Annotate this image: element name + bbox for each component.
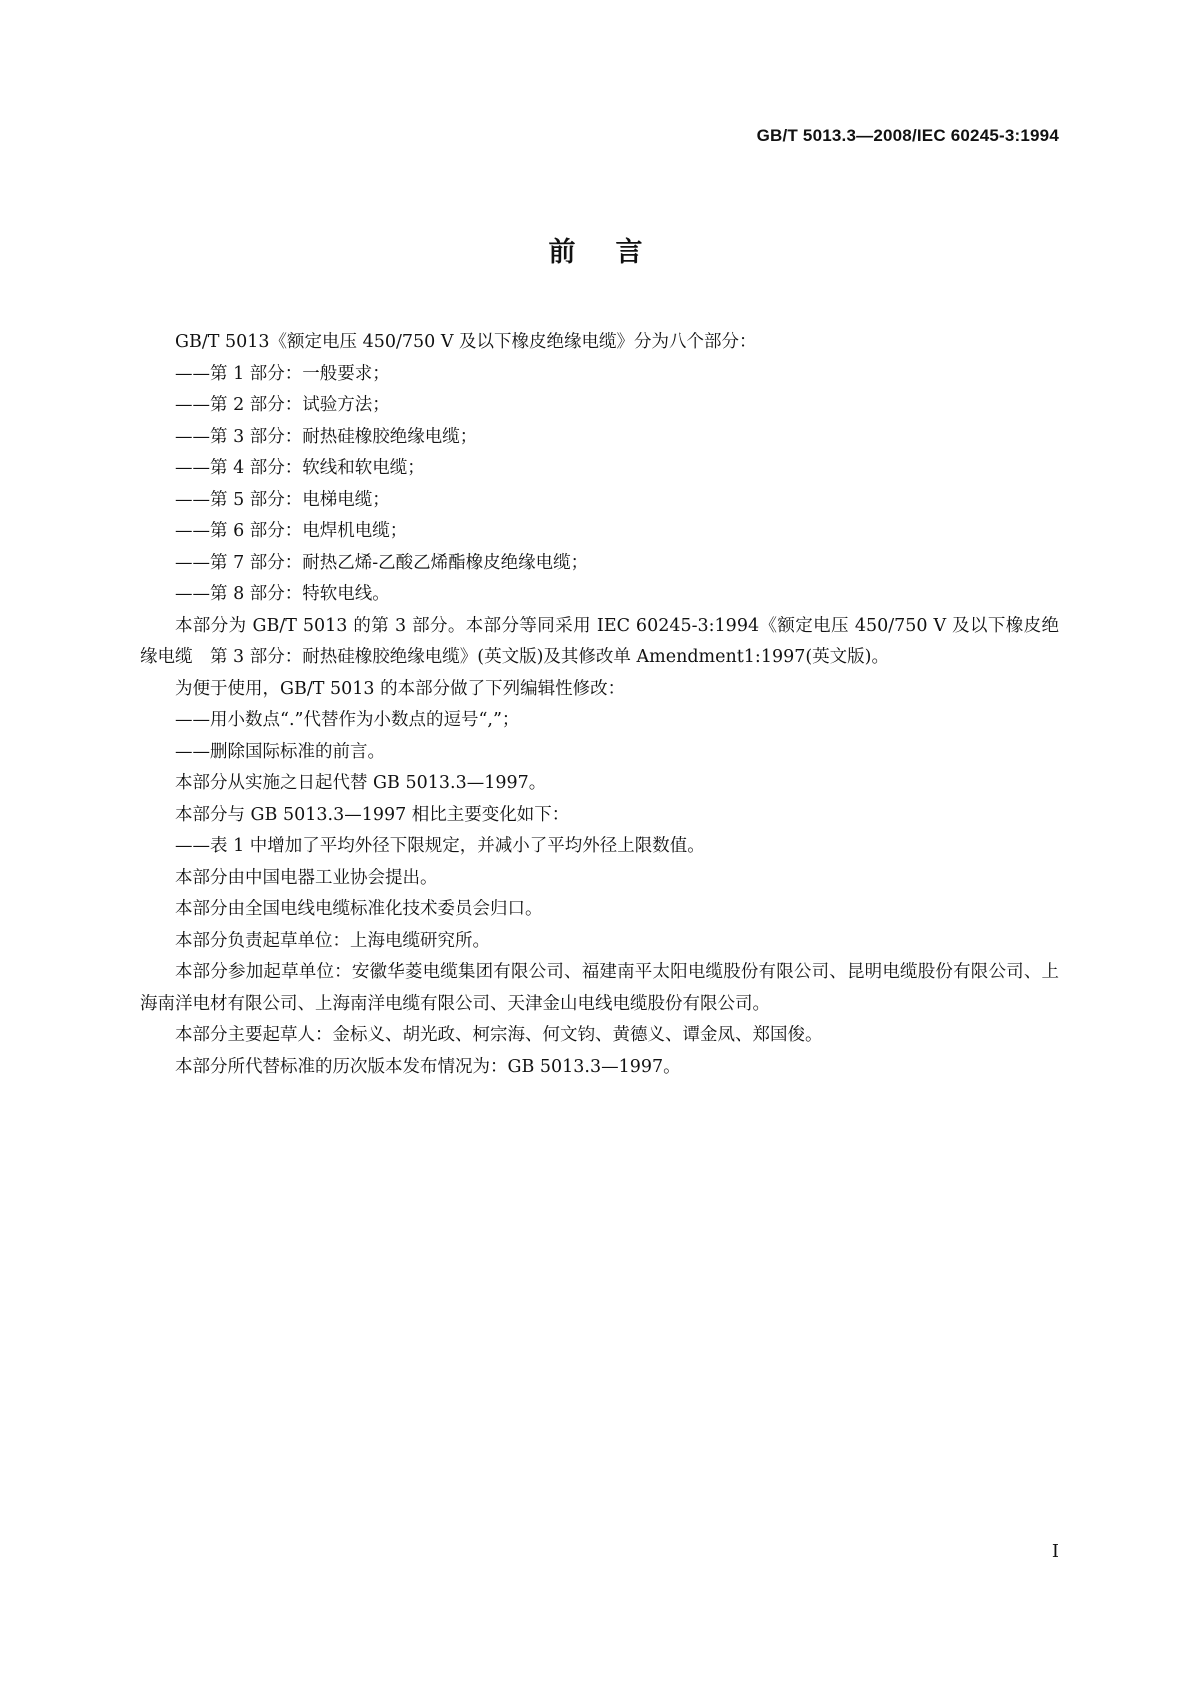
list-item-part-4: ——第 4 部分：软线和软电缆； [175,458,425,478]
paragraph-drafting-unit: 本部分负责起草单位：上海电缆研究所。 [175,930,490,951]
list-item-part-1: ——第 1 部分：一般要求； [175,363,390,384]
list-item-decimal-point: ——用小数点“.”代替作为小数点的逗号“,”； [175,710,520,730]
list-item-part-5: ——第 5 部分：电梯电缆； [175,489,390,510]
paragraph-replaces: 本部分从实施之日起代替 GB 5013.3—1997。 [175,773,547,793]
list-item-table-1-change: ——表 1 中增加了平均外径下限规定，并减小了平均外径上限数值。 [175,836,705,856]
list-item-part-2: ——第 2 部分：试验方法； [175,395,390,415]
page-title: 前言 [548,237,683,268]
paragraph-proposed-by: 本部分由中国电器工业协会提出。 [175,867,438,888]
paragraph-history: 本部分所代替标准的历次版本发布情况为：GB 5013.3—1997。 [175,1056,681,1077]
paragraph-drafters: 本部分主要起草人：金标义、胡光政、柯宗海、何文钧、黄德义、谭金凤、郑国俊。 [175,1025,823,1045]
foreword-body [140,327,1059,1083]
list-item-part-7: ——第 7 部分：耐热乙烯-乙酸乙烯酯橡皮绝缘电缆； [175,552,589,573]
list-item-part-8: ——第 8 部分：特软电线。 [175,584,390,604]
paragraph-adoption: 本部分为 GB/T 5013 的第 3 部分。本部分等同采用 IEC 60245-3:1994《额定电压 450/750 V 及以下橡皮绝缘电缆 第 3 部分：耐热硅橡胶绝缘电缆》(英文版)及其修改单 Amendment1:1997(英文版)。 [140,615,1059,667]
paragraph-main-changes: 本部分与 GB 5013.3—1997 相比主要变化如下： [175,804,570,825]
document-code: GB/T 5013.3—2008/IEC 60245-3:1994 [756,126,1059,145]
paragraph-centralized-by: 本部分由全国电线电缆标准化技术委员会归口。 [175,899,543,919]
paragraph-participating-units: 本部分参加起草单位：安徽华菱电缆集团有限公司、福建南平太阳电缆股份有限公司、昆明电缆股份有限公司、上海南洋电材有限公司、上海南洋电缆有限公司、天津金山电线电缆股份有限公司。 [140,962,1059,1014]
page-number: I [1051,1541,1059,1562]
list-item-part-3: ——第 3 部分：耐热硅橡胶绝缘电缆； [175,426,478,447]
list-item-part-6: ——第 6 部分：电焊机电缆； [175,521,408,541]
paragraph-editorial-changes: 为便于使用，GB/T 5013 的本部分做了下列编辑性修改： [175,678,626,699]
paragraph-intro: GB/T 5013《额定电压 450/750 V 及以下橡皮绝缘电缆》分为八个部分： [175,332,757,352]
list-item-delete-foreword: ——删除国际标准的前言。 [175,741,385,762]
